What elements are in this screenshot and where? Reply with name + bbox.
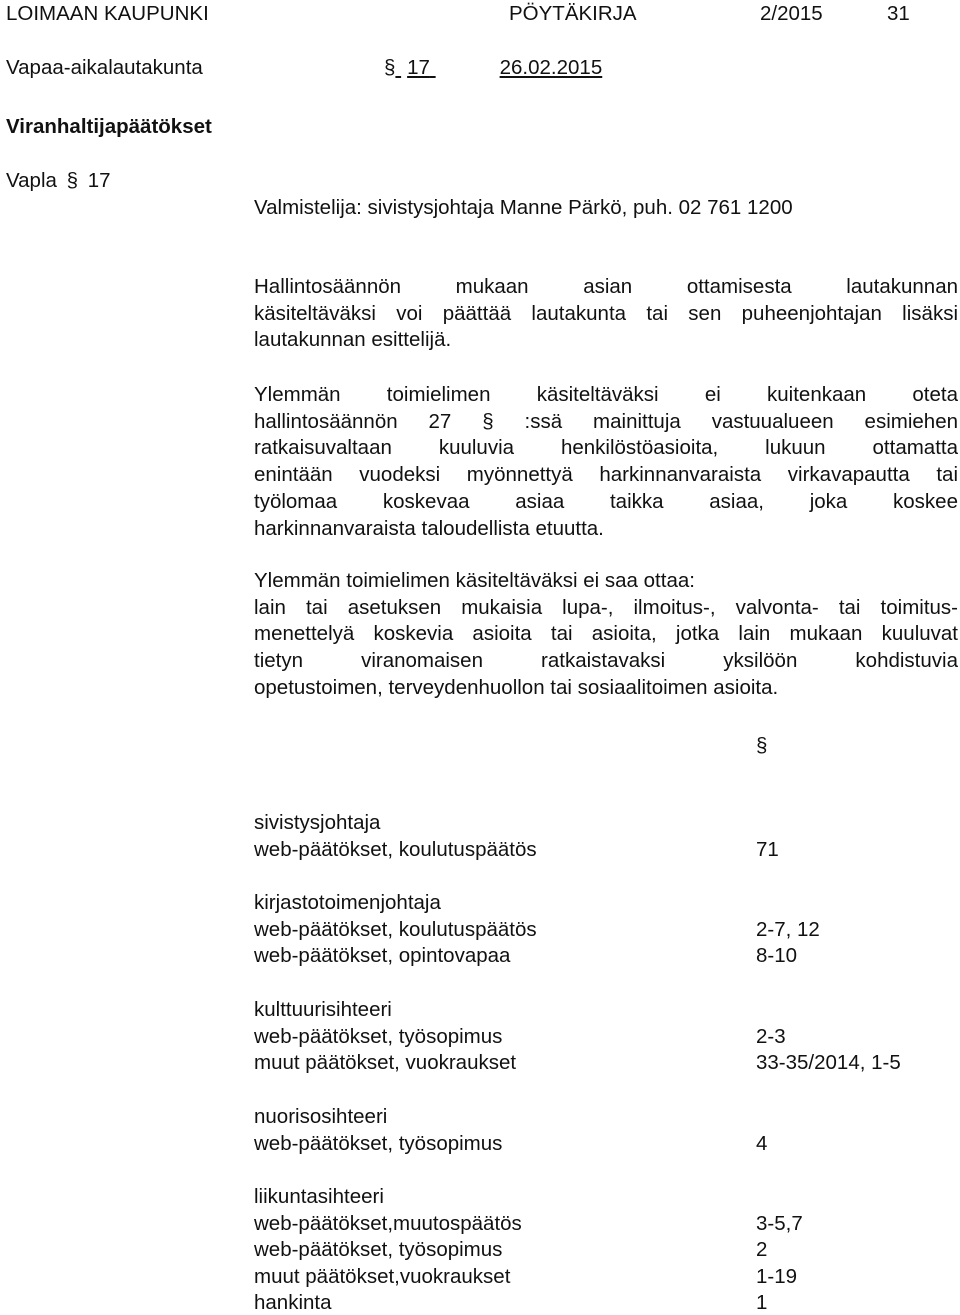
paragraph-line: hallintosäännön 27 § :ssä mainittuja vastuualueen esimiehen	[254, 409, 958, 433]
meeting-date: 26.02.2015	[499, 56, 603, 79]
paragraph-line: käsiteltäväksi voi päättää lautakunta tai sen puheenjohtajan lisäksi	[254, 301, 958, 325]
decision-label: web-päätökset, työsopimus	[254, 1132, 503, 1155]
paragraph-line: Ylemmän toimielimen käsiteltäväksi ei kuitenkaan oteta	[254, 383, 958, 406]
section-reference	[384, 56, 602, 80]
decision-value: 1-19	[756, 1265, 798, 1288]
decision-value: 2-3	[756, 1025, 786, 1048]
case-section-symbol: §	[66, 169, 79, 192]
decision-label: muut päätökset, vuokraukset	[254, 1051, 517, 1074]
decision-value: 4	[756, 1132, 768, 1155]
page-number: 31	[887, 2, 910, 25]
page-title: Viranhaltijapäätökset	[6, 115, 212, 138]
decision-value: 71	[756, 838, 779, 861]
decision-label: hankinta	[254, 1291, 332, 1314]
role-heading: sivistysjohtaja	[254, 811, 381, 834]
case-label: Vapla	[6, 169, 57, 192]
role-heading: nuorisosihteeri	[254, 1105, 388, 1128]
committee-name: Vapaa-aikalautakunta	[6, 56, 203, 79]
document-number: 2/2015	[760, 2, 823, 25]
decision-label: web-päätökset, koulutuspäätös	[254, 918, 537, 941]
paragraph-2	[254, 382, 958, 542]
case-reference	[6, 169, 111, 193]
decision-value: 8-10	[756, 944, 798, 967]
decision-label: web-päätökset, opintovapaa	[254, 944, 511, 967]
section-number: 17	[407, 56, 430, 79]
paragraph-line: ratkaisuvaltaan kuuluvia henkilöstöasioita, lukuun ottamatta	[254, 436, 958, 460]
org-name: LOIMAAN KAUPUNKI	[6, 2, 209, 25]
role-heading: kirjastotoimenjohtaja	[254, 891, 441, 914]
decision-label: web-päätökset, koulutuspäätös	[254, 838, 537, 861]
decision-value: 2	[756, 1238, 768, 1261]
paragraph-line: työlomaa koskevaa asiaa taikka asiaa, joka koskee	[254, 489, 958, 513]
document-type: PÖYTÄKIRJA	[509, 2, 637, 25]
paragraph-3	[254, 568, 958, 702]
decision-value: 2-7, 12	[756, 918, 820, 941]
decision-value: 3-5,7	[756, 1212, 803, 1235]
decision-value: 33-35/2014, 1-5	[756, 1051, 901, 1074]
paragraph-line: Hallintosäännön mukaan asian ottamisesta lautakunnan	[254, 275, 958, 298]
section-symbol: §	[384, 56, 396, 79]
paragraph-line: tietyn viranomaisen ratkaistavaksi yksilöön kohdistuvia	[254, 649, 958, 673]
paragraph-line: harkinnanvaraista taloudellista etuutta.	[254, 516, 604, 540]
paragraph-1	[254, 274, 958, 354]
decision-value: 1	[756, 1291, 768, 1314]
decision-label: web-päätökset, työsopimus	[254, 1238, 503, 1261]
role-heading: liikuntasihteeri	[254, 1185, 384, 1208]
list-section-symbol: §	[756, 734, 768, 757]
decision-label: web-päätökset, työsopimus	[254, 1025, 503, 1048]
preparer-line: Valmistelija: sivistysjohtaja Manne Pärkö, puh. 02 761 1200	[254, 196, 793, 219]
paragraph-line: Ylemmän toimielimen käsiteltäväksi ei saa ottaa:	[254, 569, 695, 592]
paragraph-line: lain tai asetuksen mukaisia lupa-, ilmoitus-, valvonta- tai toimitus-	[254, 595, 958, 619]
paragraph-line: menettelyä koskevia asioita tai asioita, jotka lain mukaan kuuluvat	[254, 622, 958, 646]
decision-label: web-päätökset,muutospäätös	[254, 1212, 522, 1235]
paragraph-line: lautakunnan esittelijä.	[254, 328, 452, 352]
paragraph-line: opetustoimen, terveydenhuollon tai sosiaalitoimen asioita.	[254, 675, 779, 699]
decision-label: muut päätökset,vuokraukset	[254, 1265, 511, 1288]
case-number: 17	[87, 169, 111, 192]
paragraph-line: enintään vuodeksi myönnettyä harkinnanvaraista virkavapautta tai	[254, 463, 958, 487]
role-heading: kulttuurisihteeri	[254, 998, 392, 1021]
